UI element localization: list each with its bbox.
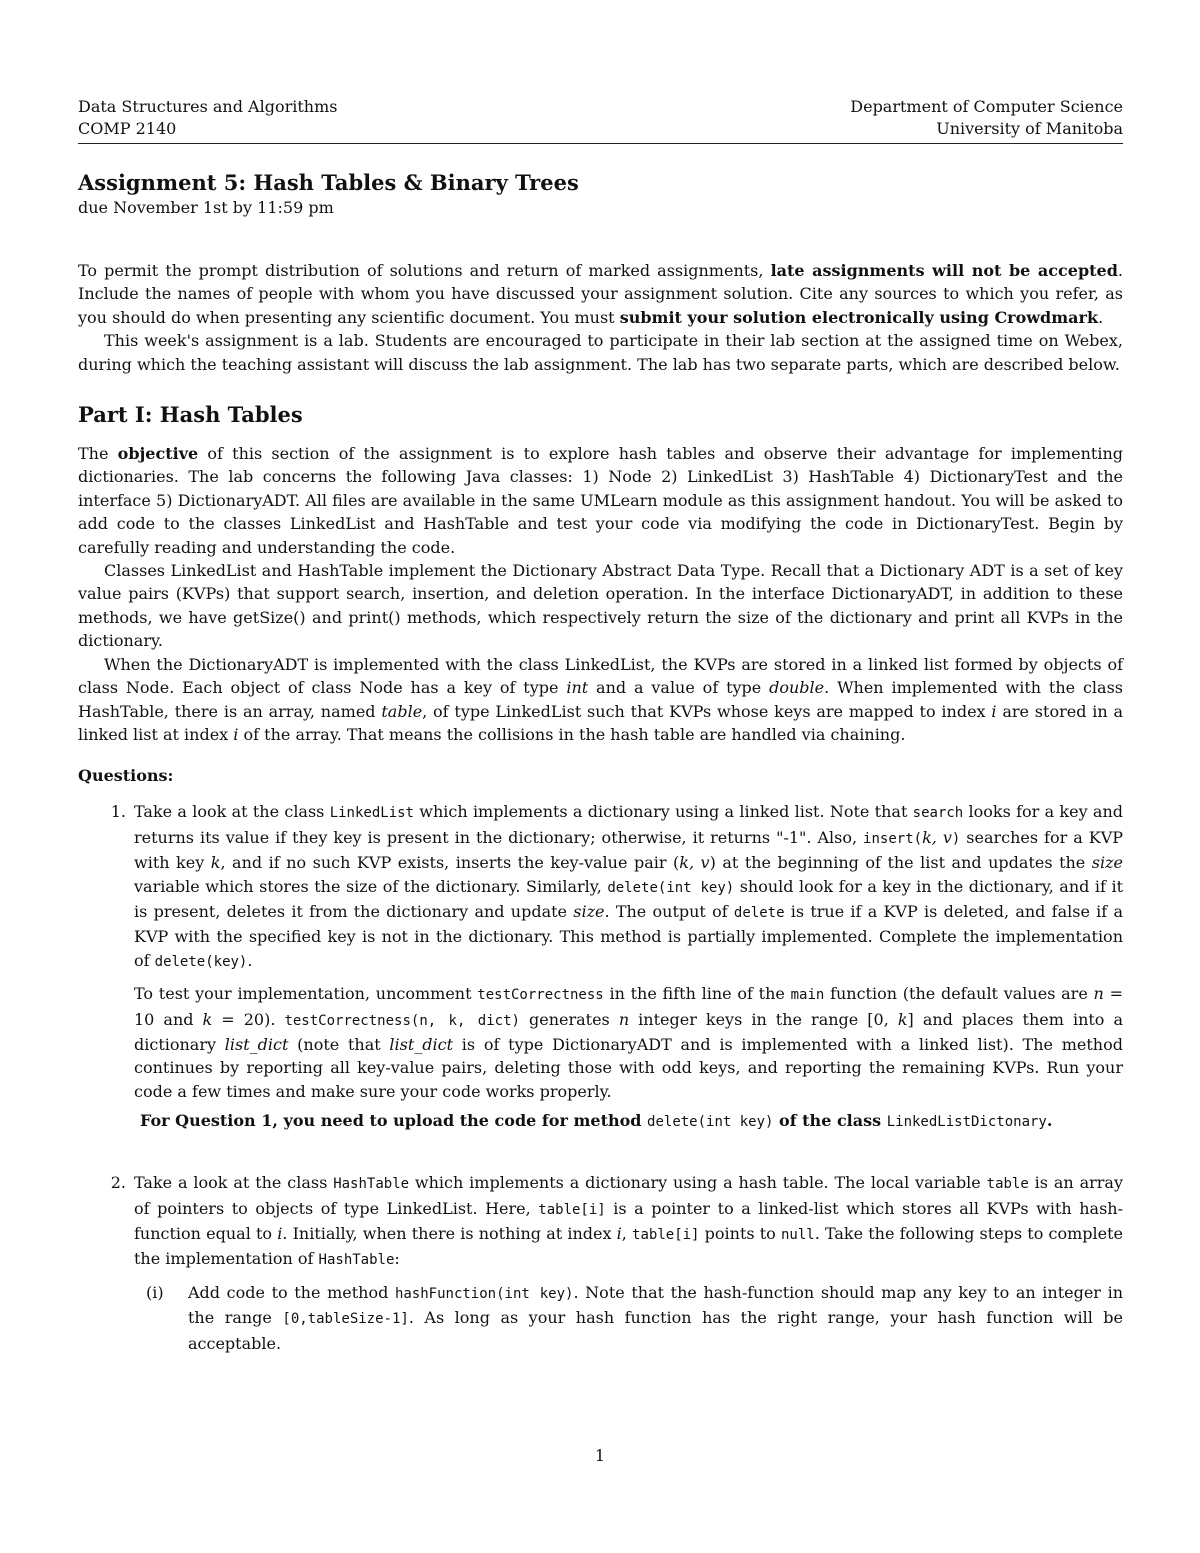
header-rule [78,143,1123,144]
step-number: (i) [146,1282,164,1302]
page-number: 1 [594,1446,606,1465]
part1-heading: Part I: Hash Tables [78,402,303,428]
course-code: COMP 2140 [78,119,177,138]
question-2-step-i [134,1281,1123,1355]
question-1-text: Take a look at the class LinkedList which implements a dictionary using a linked list. Note that search looks for a key and returns its value if they key is present in the dictionary; otherwise, it returns "-1". Also, insert(k, v) searches for a KVP with key k, and if no such KVP exists, inserts the key-value pair (k, v) at the beginning of the list and updates the size variable which stores the size of the dictionary. Similarly, delete(int key) should look for a key in the dictionary, and if it is present, deletes it from the dictionary and update size. The output of delete is true if a KVP is deleted, and false if a KVP with the specified key is not in the dictionary. This method is partially implemented. Complete the implementation of delete(key). [134,802,1124,970]
page-header [78,96,1123,140]
assignment-title: Assignment 5: Hash Tables & Binary Trees [78,170,579,195]
intro-paragraph-1: To permit the prompt distribution of solutions and return of marked assignments, late assignments will not be accepted. Include the names of people with whom you have discussed your assignment solution. Cite any sources to which you refer, as you should do when presenting any scientific document. You must submit your solution electronically using Crowdmark. [78,261,1123,327]
question-number: 1. [110,802,126,822]
question-number: 2. [110,1173,126,1193]
part1-paragraph-1: The objective of this section of the assignment is to explore hash tables and observe their advantage for implementing dictionaries. The lab concerns the following Java classes: 1) Node 2) LinkedList 3) HashTable 4) DictionaryTest and the interface 5) DictionaryADT. All files are available in the same UMLearn module as this assignment handout. You will be asked to add code to the classes LinkedList and HashTable and test your code via modifying the code in DictionaryTest. Begin by carefully reading and understanding the code. [78,444,1123,557]
questions-heading: Questions: [78,766,174,786]
part1-paragraph-2: Classes LinkedList and HashTable implement the Dictionary Abstract Data Type. Recall that a Dictionary ADT is a set of key value pairs (KVPs) that support search, insertion, and deletion operation. In the interface DictionaryADT, in addition to these methods, we have getSize() and print() methods, which respectively return the size of the dictionary and print all KVPs in the dictionary. [78,561,1123,651]
intro-paragraph-2: This week's assignment is a lab. Students are encouraged to participate in their lab section at the assigned time on Webex, during which the teaching assistant will discuss the lab assignment. The lab has two separate parts, which are described below. [78,331,1123,374]
department: Department of Computer Science [850,97,1123,116]
university: University of Manitoba [936,119,1123,138]
question-2-text: Take a look at the class HashTable which implements a dictionary using a hash table. The local variable table is an array of pointers to objects of type LinkedList. Here, table[i] is a pointer to a linked-list which stores all KVPs with hash-function equal to i. Initially, when there is nothing at index i, table[i] points to null. Take the following steps to complete the implementation of HashTable: [134,1173,1124,1269]
step-i-text: Add code to the method hashFunction(int key). Note that the hash-function should map any key to an integer in the range [0,tableSize-1]. As long as your hash function has the right range, your hash function will be acceptable. [188,1282,1124,1353]
question-1 [78,800,1123,1130]
document-page [78,96,1123,1355]
course-title: Data Structures and Algorithms [78,97,338,116]
due-date: due November 1st by 11:59 pm [78,198,334,217]
question-1-test-instructions: To test your implementation, uncomment testCorrectness in the fifth line of the main function (the default values are n = 10 and k = 20). testCorrectness(n, k, dict) generates n integer keys in the range [0, k] and places them into a dictionary list_dict (note that list_dict is of type DictionaryADT and is implemented with a linked list). The method continues by reporting all key-value pairs, deleting those with odd keys, and reporting the remaining KVPs. Run your code a few times and make sure your code works properly. [134,984,1124,1101]
part1-paragraph-3: When the DictionaryADT is implemented with the class LinkedList, the KVPs are stored in a linked list formed by objects of class Node. Each object of class Node has a key of type int and a value of type double. When implemented with the class HashTable, there is an array, named table, of type LinkedList such that KVPs whose keys are mapped to index i are stored in a linked list at index i of the array. That means the collisions in the hash table are handled via chaining. [78,654,1124,744]
question-2 [78,1171,1123,1355]
question-1-upload-note: For Question 1, you need to upload the code for method delete(int key) of the class LinkedListDictonary. [140,1111,1053,1131]
